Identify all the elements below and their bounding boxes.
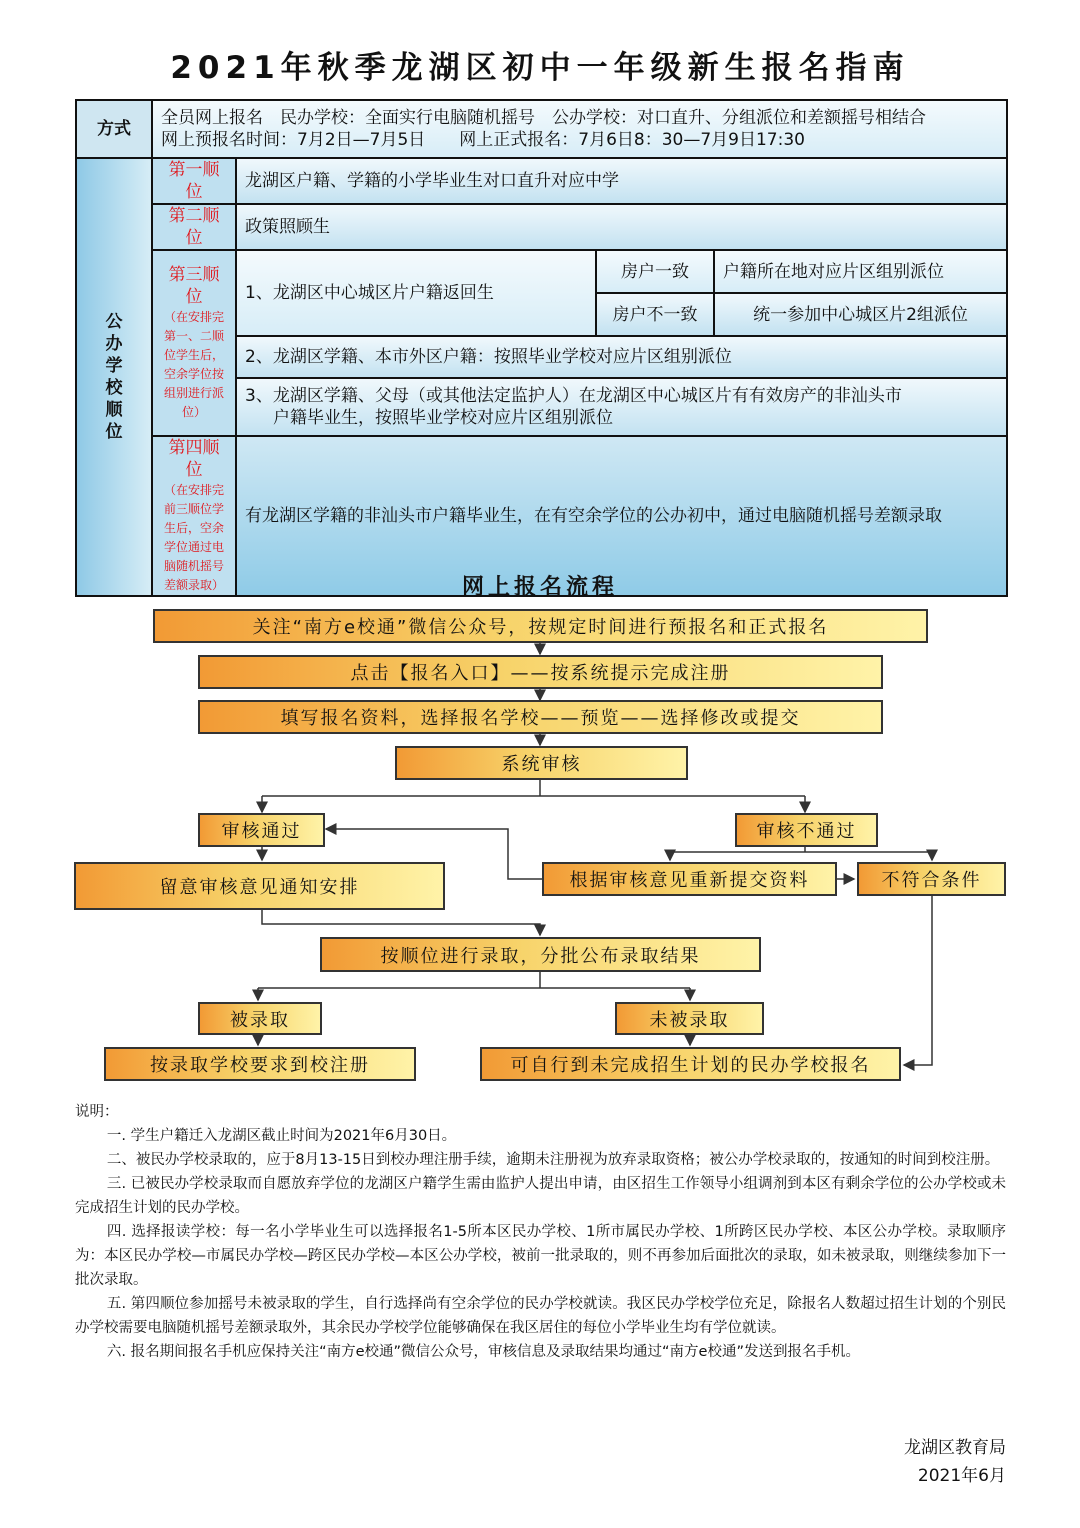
signature: [904, 1434, 1006, 1490]
order-3-label: 第三顺位: [168, 265, 220, 307]
order-4-text: 有龙湖区学籍的非汕头市户籍毕业生，在有空余学位的公办初中，通过电脑随机摇号差额录取: [236, 436, 1007, 596]
note-item: 二、被民办学校录取的，应于8月13-15日到校办理注册手续，逾期未注册视为放弃录取资格；被公办学校录取的，按通知的时间到校注册。: [106, 1152, 1000, 1168]
method-line-2: 网上预报名时间：7月2日—7月5日 网上正式报名：7月6日8：30—7月9日17:30: [161, 130, 805, 150]
flow-register-at-school: 按录取学校要求到校注册: [104, 1047, 416, 1081]
label-char: 办: [105, 334, 123, 354]
flow-review-pass: 审核通过: [198, 813, 325, 847]
flow-step-system-review: 系统审核: [395, 746, 688, 780]
order-3-note: （在安排完第一、二顺位学生后，空余学位按组别进行派位）: [163, 310, 224, 419]
flow-step-fill-info: 填写报名资料，选择报名学校——预览——选择修改或提交: [198, 700, 883, 734]
flow-not-qualified: 不符合条件: [857, 862, 1006, 896]
flow-resubmit: 根据审核意见重新提交资料: [542, 862, 837, 896]
note-item: 一. 学生户籍迁入龙湖区截止时间为2021年6月30日。: [106, 1128, 457, 1144]
connector-arrow: [904, 895, 932, 1065]
order-1-label: 第一顺位: [152, 158, 236, 204]
order-3-item-3-line-1: 3、龙湖区学籍、父母（或其他法定监护人）在龙湖区中心城区片有有效房产的非汕头市: [245, 386, 902, 406]
order-2-label: 第二顺位: [152, 204, 236, 250]
flow-not-admitted: 未被录取: [615, 1002, 764, 1035]
flow-step-register-entry: 点击【报名入口】——按系统提示完成注册: [198, 655, 883, 689]
flow-private-school-apply: 可自行到未完成招生计划的民办学校报名: [480, 1047, 901, 1081]
label-char: 学: [105, 356, 123, 376]
note-item: 五. 第四顺位参加摇号未被录取的学生，自行选择尚有空余学位的民办学校就读。我区民办学校学位充足，除报名人数超过招生计划的个别民办学校需要电脑随机摇号差额录取外，其余民办学校学位能够确保在我区居住的每位小学毕业生均有学位就读。: [75, 1296, 1006, 1336]
label-char: 位: [105, 422, 123, 442]
flow-admission-by-order: 按顺位进行录取，分批公布录取结果: [320, 937, 761, 972]
issue-date: 2021年6月: [917, 1466, 1006, 1486]
label-char: 顺: [105, 400, 123, 420]
order-4-label: 第四顺位: [168, 438, 220, 480]
notes-heading: 说明：: [75, 1104, 119, 1120]
notes-section: [75, 1100, 1006, 1364]
order-3-item-1: 1、龙湖区中心城区片户籍返回生: [236, 250, 596, 336]
house-match-result: 户籍所在地对应片区组别派位: [714, 250, 1007, 293]
note-item: 六. 报名期间报名手机应保持关注“南方e校通”微信公众号，审核信息及录取结果均通过“南方e校通”发送到报名手机。: [106, 1344, 860, 1360]
label-char: 公: [105, 312, 123, 332]
note-item: 四. 选择报读学校：每一名小学毕业生可以选择报名1-5所本区民办学校、1所市属民办学校、1所跨区民办学校、本区公办学校。录取顺序为：本区民办学校—市属民办学校—跨区民办学校—本区公办学校，被前一批录取的，则不再参加后面批次的录取，如未被录取，则继续参加下一批次录取。: [75, 1224, 1006, 1288]
house-match: 房户一致: [596, 250, 714, 293]
house-mismatch-result: 统一参加中心城区片2组派位: [714, 293, 1007, 336]
flow-step-follow-wechat: 关注“南方e校通”微信公众号，按规定时间进行预报名和正式报名: [153, 609, 928, 643]
label-char: 校: [105, 378, 123, 398]
order-4-note: （在安排完前三顺位学生后，空余学位通过电脑随机摇号差额录取）: [163, 483, 224, 592]
house-mismatch: 房户不一致: [596, 293, 714, 336]
order-3-item-3-line-2: 户籍毕业生，按照毕业学校对应片区组别派位: [273, 408, 613, 428]
order-3-item-2: 2、龙湖区学籍、本市外区户籍：按照毕业学校对应片区组别派位: [236, 336, 1007, 378]
note-item: 三. 已被民办学校录取而自愿放弃学位的龙湖区户籍学生需由监护人提出申请，由区招生工作领导小组调剂到本区有剩余学位的公办学校或未完成招生计划的民办学校。: [75, 1176, 1006, 1216]
flow-admitted: 被录取: [198, 1002, 322, 1035]
flow-title: 网上报名流程: [461, 575, 618, 600]
method-line-1: 全员网上报名 民办学校：全面实行电脑随机摇号 公办学校：对口直升、分组派位和差额摇号相结合: [161, 108, 926, 128]
flow-notice-arrangement: 留意审核意见通知安排: [74, 862, 445, 910]
order-2-text: 政策照顾生: [236, 204, 1007, 250]
method-label: 方式: [76, 100, 152, 158]
flow-review-fail: 审核不通过: [735, 813, 878, 847]
issuing-organization: 龙湖区教育局: [904, 1438, 1006, 1458]
connector-arrow: [262, 910, 540, 935]
page-title: 2021年秋季龙湖区初中一年级新生报名指南: [170, 50, 910, 86]
order-1-text: 龙湖区户籍、学籍的小学毕业生对口直升对应中学: [236, 158, 1007, 204]
